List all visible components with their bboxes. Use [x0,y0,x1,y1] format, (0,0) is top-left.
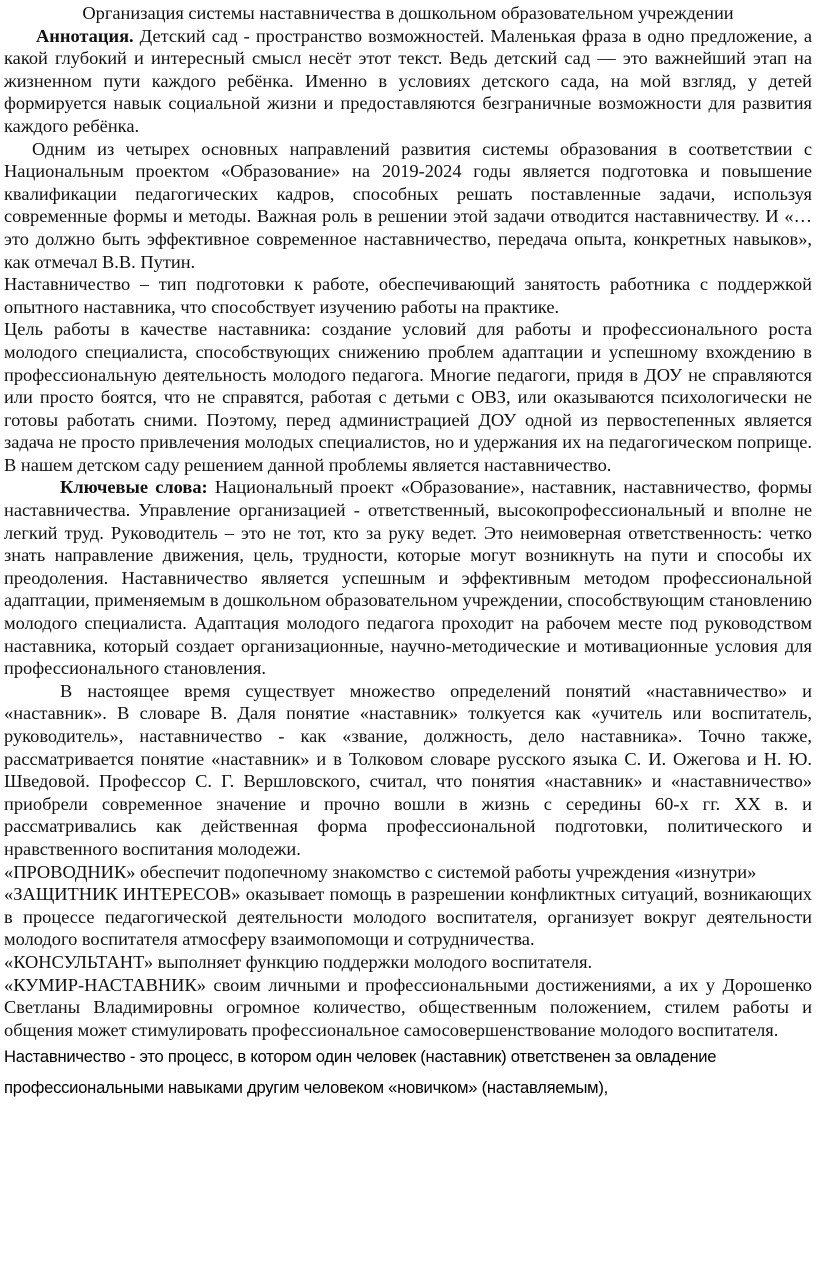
paragraph-national-project: Одним из четырех основных направлений развития системы образования в соответствии с Национальным проектом «Образование» на 2019-2024 годы является подготовка и повышение квалификации педагогических кадров, способных решать поставленные задачи, используя современные формы и методы. Важная роль в решении этой задачи отводится наставничеству. И «… это должно быть эффективное современное наставничество, передача опыта, конкретных навыков», как отмечал В.В. Путин. [4,138,812,272]
role-defender: «ЗАЩИТНИК ИНТЕРЕСОВ» оказывает помощь в разрешении конфликтных ситуаций, возникающих в процессе педагогической деятельности молодого воспитателя, организует вокруг деятельности молодого воспитателя атмосферу взаимопомощи и сотрудничества. [4,884,812,950]
annotation-label: Аннотация. [36,25,134,46]
closing-paragraph: Наставничество - это процесс, в котором один человек (наставник) ответственен за овладение профессиональными навыками другим человеком «новичком» (наставляемым), [4,1047,717,1098]
paragraph-mentoring-goal: Цель работы в качестве наставника: создание условий для работы и профессионального роста молодого специалиста, способствующих снижению проблем адаптации и успешному вхождению в профессиональную деятельность молодого педагога. Многие педагоги, придя в ДОУ не справляются или просто боятся, что не справятся, работая с детьми с ОВЗ, или оказываются психологически не готовы работать сними. Поэтому, перед администрацией ДОУ одной из первостепенных является задача не просто привлечения молодых специалистов, но и удержания их на педагогическом поприще. В нашем детском саду решением данной проблемы является наставничество. [4,319,812,475]
paragraph-mentoring-definition: Наставничество – тип подготовки к работе, обеспечивающий занятость работника с поддержкой опытного наставника, что способствует изучению работы на практике. [4,274,812,317]
annotation-paragraph [4,25,812,138]
keywords-paragraph [4,476,812,679]
role-guide: «ПРОВОДНИК» обеспечит подопечному знакомство с системой работы учреждения «изнутри» [4,861,757,882]
keywords-label: Ключевые слова: [60,477,208,498]
paragraph-definitions: В настоящее время существует множество определений понятий «наставничество» и «наставник». В словаре В. Даля понятие «наставник» толкуется как «учитель или воспитатель, руководитель», наставничество - как «звание, должность, дело наставника». Точно также, рассматривается понятие «наставник» и в Толковом словаре русского языка С. И. Ожегова и Н. Ю. Шведовой. Профессор С. Г. Вершловского, считал, что понятия «наставник» и «наставничество» приобрели современное значение и прочно вошли в жизнь с середины 60-х гг. XX в. и рассматривались как действенная форма профессиональной подготовки, политического и нравственного воспитания молодежи. [4,680,812,859]
role-consultant: «КОНСУЛЬТАНТ» выполняет функцию поддержки молодого воспитателя. [4,951,593,972]
annotation-text: Детский сад - пространство возможностей. Маленькая фраза в одно предложение, а какой глубокий и интересный смысл несёт этот текст. Ведь детский сад — это важнейший этап на жизненном пути каждого ребёнка. Именно в условиях детского сада, на мой взгляд, у детей формируется навык социальной жизни и предоставляются безграничные возможности для развития каждого ребёнка. [4,25,812,136]
keywords-text: Национальный проект «Образование», наставник, наставничество, формы наставничества. Управление организацией - ответственный, высокопрофессиональный и вполне не легкий труд. Руководитель – это не тот, кто за руку ведет. Это неимоверная ответственность: четко знать направление движения, цель, трудности, которые могут возникнуть на пути и способы их преодоления. Наставничество является успешным и эффективным методом профессиональной адаптации, применяемым в дошкольном образовательном учреждении, способствующим становлению молодого специалиста. Адаптация молодого педагога проходит на рабочем месте под руководством наставника, который создает организационные, научно-методические и мотивационные условия для профессионального становления. [4,477,812,679]
document-title: Организация системы наставничества в дошкольном образовательном учреждении [82,3,734,23]
role-idol-mentor: «КУМИР-НАСТАВНИК» своим личными и профессиональными достижениями, а их у Дорошенко Светланы Владимировны огромное количество, общественным положением, стилем работы и общения может стимулировать профессиональное самосовершенствование молодого воспитателя. [4,974,812,1040]
